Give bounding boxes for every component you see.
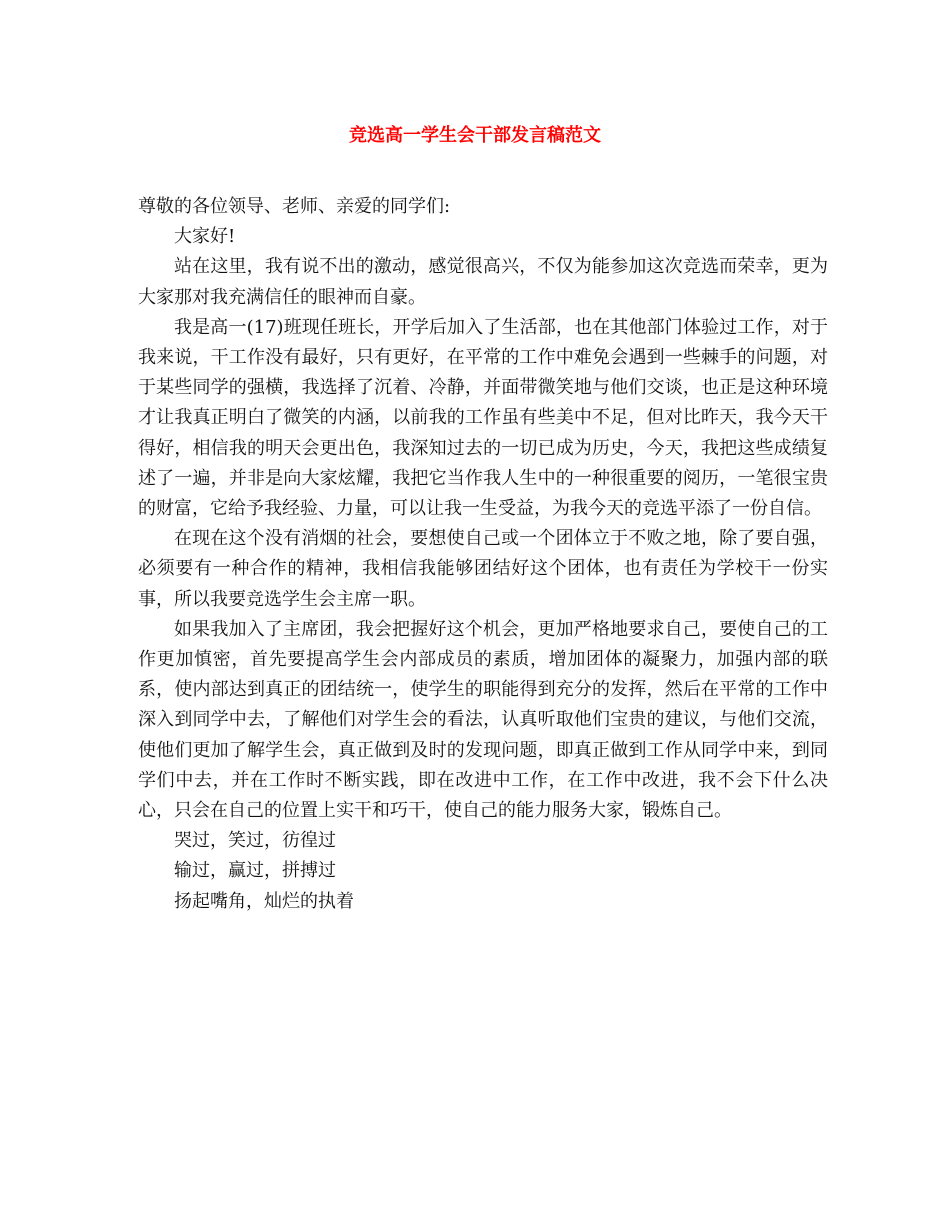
document-title: 竞选高一学生会干部发言稿范文 <box>349 125 601 146</box>
poem-line-2: 输过，赢过，拼搏过 <box>174 860 336 882</box>
document-body <box>138 192 828 917</box>
poem-line-1: 哭过，笑过，彷徨过 <box>174 830 336 852</box>
poem-line-3: 扬起嘴角，灿烂的执着 <box>174 890 354 912</box>
paragraph-4: 如果我加入了主席团，我会把握好这个机会，更加严格地要求自己，要使自己的工作更加慎密，首先要提高学生会内部成员的素质，增加团体的凝聚力，加强内部的联系，使内部达到真正的团结统一，使学生的职能得到充分的发挥，然后在平常的工作中深入到同学中去，了解他们对学生会的看法，认真听取他们宝贵的建议，与他们交流，使他们更加了解学生会，真正做到及时的发现问题，即真正做到工作从同学中来，到同学们中去，并在工作时不断实践，即在改进中工作，在工作中改进，我不会下什么决心，只会在自己的位置上实干和巧干，使自己的能力服务大家，锻炼自己。 <box>138 618 828 822</box>
salutation: 尊敬的各位领导、老师、亲爱的同学们: <box>138 196 451 217</box>
paragraph-3: 在现在这个没有消烟的社会，要想使自己或一个团体立于不败之地，除了要自强，必须要有一种合作的精神，我相信我能够团结好这个团体，也有责任为学校干一份实事，所以我要竞选学生会主席一职。 <box>138 528 828 610</box>
greeting: 大家好! <box>174 226 236 248</box>
paragraph-2: 我是高一(17)班现任班长，开学后加入了生活部，也在其他部门体验过工作，对于我来说，干工作没有最好，只有更好，在平常的工作中难免会遇到一些棘手的问题，对于某些同学的强横，我选择了沉着、冷静，并面带微笑地与他们交谈，也正是这种环境才让我真正明白了微笑的内涵，以前我的工作虽有些美中不足，但对比昨天，我今天干得好，相信我的明天会更出色，我深知过去的一切已成为历史，今天，我把这些成绩复述了一遍，并非是向大家炫耀，我把它当作我人生中的一种很重要的阅历，一笔很宝贵的财富，它给予我经验、力量，可以让我一生受益，为我今天的竞选平添了一份自信。 <box>138 316 828 520</box>
paragraph-1: 站在这里，我有说不出的激动，感觉很高兴，不仅为能参加这次竞选而荣幸，更为大家那对我充满信任的眼神而自豪。 <box>138 256 828 308</box>
